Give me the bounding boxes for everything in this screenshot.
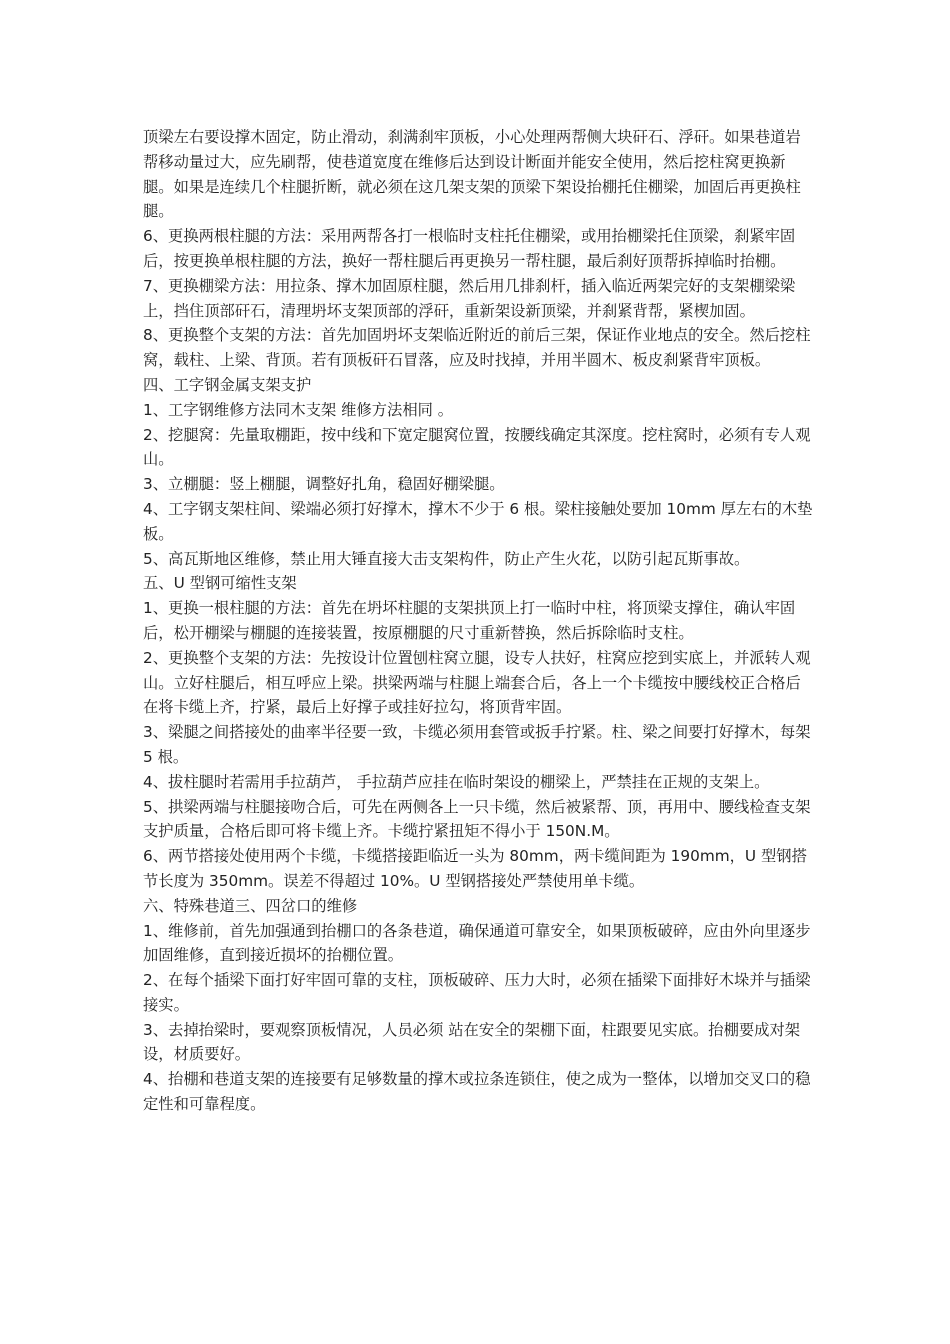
- paragraph-item-8: 8、更换整个支架的方法：首先加固坍坏支架临近附近的前后三架，保证作业地点的安全。然后挖柱窝，载柱、上梁、背顶。若有顶板矸石冒落，应及时找掉，并用半圆木、板皮刹紧背牢顶板。: [143, 326, 811, 370]
- paragraph-s6-item-2: 2、在每个插梁下面打好牢固可靠的支柱，顶板破碎、压力大时，必须在插梁下面排好木垛并与插梁接实。: [143, 971, 811, 1014]
- paragraph-s4-item-4: 4、工字钢支架柱间、梁端必须打好撑木，撑木不少于 6 根。梁柱接触处要加 10mm 厚左右的木垫板。: [143, 499, 813, 543]
- document-body: [143, 125, 815, 1117]
- paragraph-s6-item-1: 1、维修前，首先加强通到抬棚口的各条巷道，确保通道可靠安全，如果顶板破碎，应由外向里逐步加固维修，直到接近损坏的抬棚位置。: [143, 921, 811, 965]
- paragraph-s5-item-2: 2、更换整个支架的方法：先按设计位置刨柱窝立腿，设专人扶好，柱窝应挖到实底上，并派转人观山。立好柱腿后，相互呼应上梁。拱梁两端与柱腿上端套合后，各上一个卡缆按中腰线校正合格后在将卡缆上齐，拧紧，最后上好撑子或挂好拉勾，将顶背牢固。: [143, 648, 811, 717]
- paragraph-s4-item-5: 5、高瓦斯地区维修，禁止用大锤直接大击支架构件，防止产生火花，以防引起瓦斯事故。: [143, 549, 750, 568]
- section-heading-4: 四、工字钢金属支架支护: [143, 375, 312, 394]
- paragraph-s4-item-2: 2、挖腿窝：先量取棚距，按中线和下宽定腿窝位置，按腰线确定其深度。挖柱窝时，必须有专人观山。: [143, 425, 811, 469]
- paragraph-s5-item-3: 3、梁腿之间搭接处的曲率半径要一致，卡缆必须用套管或扳手拧紧。柱、梁之间要打好撑木，每架 5 根。: [143, 723, 811, 766]
- paragraph-s5-item-1: 1、更换一根柱腿的方法：首先在坍坏柱腿的支架拱顶上打一临时中柱，将顶梁支撑住，确认牢固后，松开棚梁与棚腿的连接装置，按原棚腿的尺寸重新替换，然后拆除临时支柱。: [143, 599, 796, 642]
- paragraph-s5-item-4: 4、拔柱腿时若需用手拉葫芦， 手拉葫芦应挂在临时架设的棚梁上，严禁挂在正规的支架上。: [143, 772, 770, 791]
- paragraph-item-7: 7、更换棚梁方法：用拉条、撑木加固原柱腿，然后用几排刹杆，插入临近两架完好的支架棚梁梁上，挡住顶部矸石，清理坍坏支架顶部的浮矸，重新架设新顶梁，并刹紧背帮，紧楔加固。: [143, 276, 796, 320]
- paragraph-s4-item-1: 1、工字钢维修方法同木支架 维修方法相同 。: [143, 400, 454, 419]
- paragraph-s6-item-3: 3、去掉抬梁时，要观察顶板情况，人员必须 站在安全的架棚下面，柱跟要见实底。抬棚要成对架设，材质要好。: [143, 1020, 801, 1064]
- paragraph-s6-item-4: 4、抬棚和巷道支架的连接要有足够数量的撑木或拉条连锁住，使之成为一整体，以增加交叉口的稳定性和可靠程度。: [143, 1070, 811, 1114]
- section-heading-6: 六、特殊巷道三、四岔口的维修: [143, 896, 358, 915]
- paragraph-s5-item-6: 6、两节搭接处使用两个卡缆，卡缆搭接距临近一头为 80mm，两卡缆间距为 190mm，U 型钢搭节长度为 350mm。误差不得超过 10%。U 型钢搭接处严禁使用单卡缆。: [143, 847, 807, 890]
- paragraph-s4-item-3: 3、立棚腿：竖上棚腿，调整好扎角，稳固好棚梁腿。: [143, 475, 505, 494]
- paragraph-item-6: 6、更换两根柱腿的方法：采用两帮各打一根临时支柱托住棚梁，或用抬棚梁托住顶梁，刹紧牢固后，按更换单根柱腿的方法，换好一帮柱腿后再更换另一帮柱腿，最后刹好顶帮拆掉临时抬棚。: [143, 227, 796, 270]
- section-heading-5: 五、U 型钢可缩性支架: [143, 574, 297, 593]
- paragraph-continuation: 顶梁左右要设撑木固定，防止滑动，刹满刹牢顶板，小心处理两帮侧大块矸石、浮矸。如果巷道岩帮移动量过大，应先刷帮，使巷道宽度在维修后达到设计断面并能安全使用，然后挖柱窝更换新腿。如果是连续几个柱腿折断，就必须在这几架支架的顶梁下架设抬棚托住棚梁，加固后再更换柱腿。: [143, 128, 801, 221]
- paragraph-s5-item-5: 5、拱梁两端与柱腿接吻合后，可先在两侧各上一只卡缆，然后被紧帮、顶，再用中、腰线检查支架支护质量，合格后即可将卡缆上齐。卡缆拧紧扭矩不得小于 150N.M。: [143, 797, 811, 841]
